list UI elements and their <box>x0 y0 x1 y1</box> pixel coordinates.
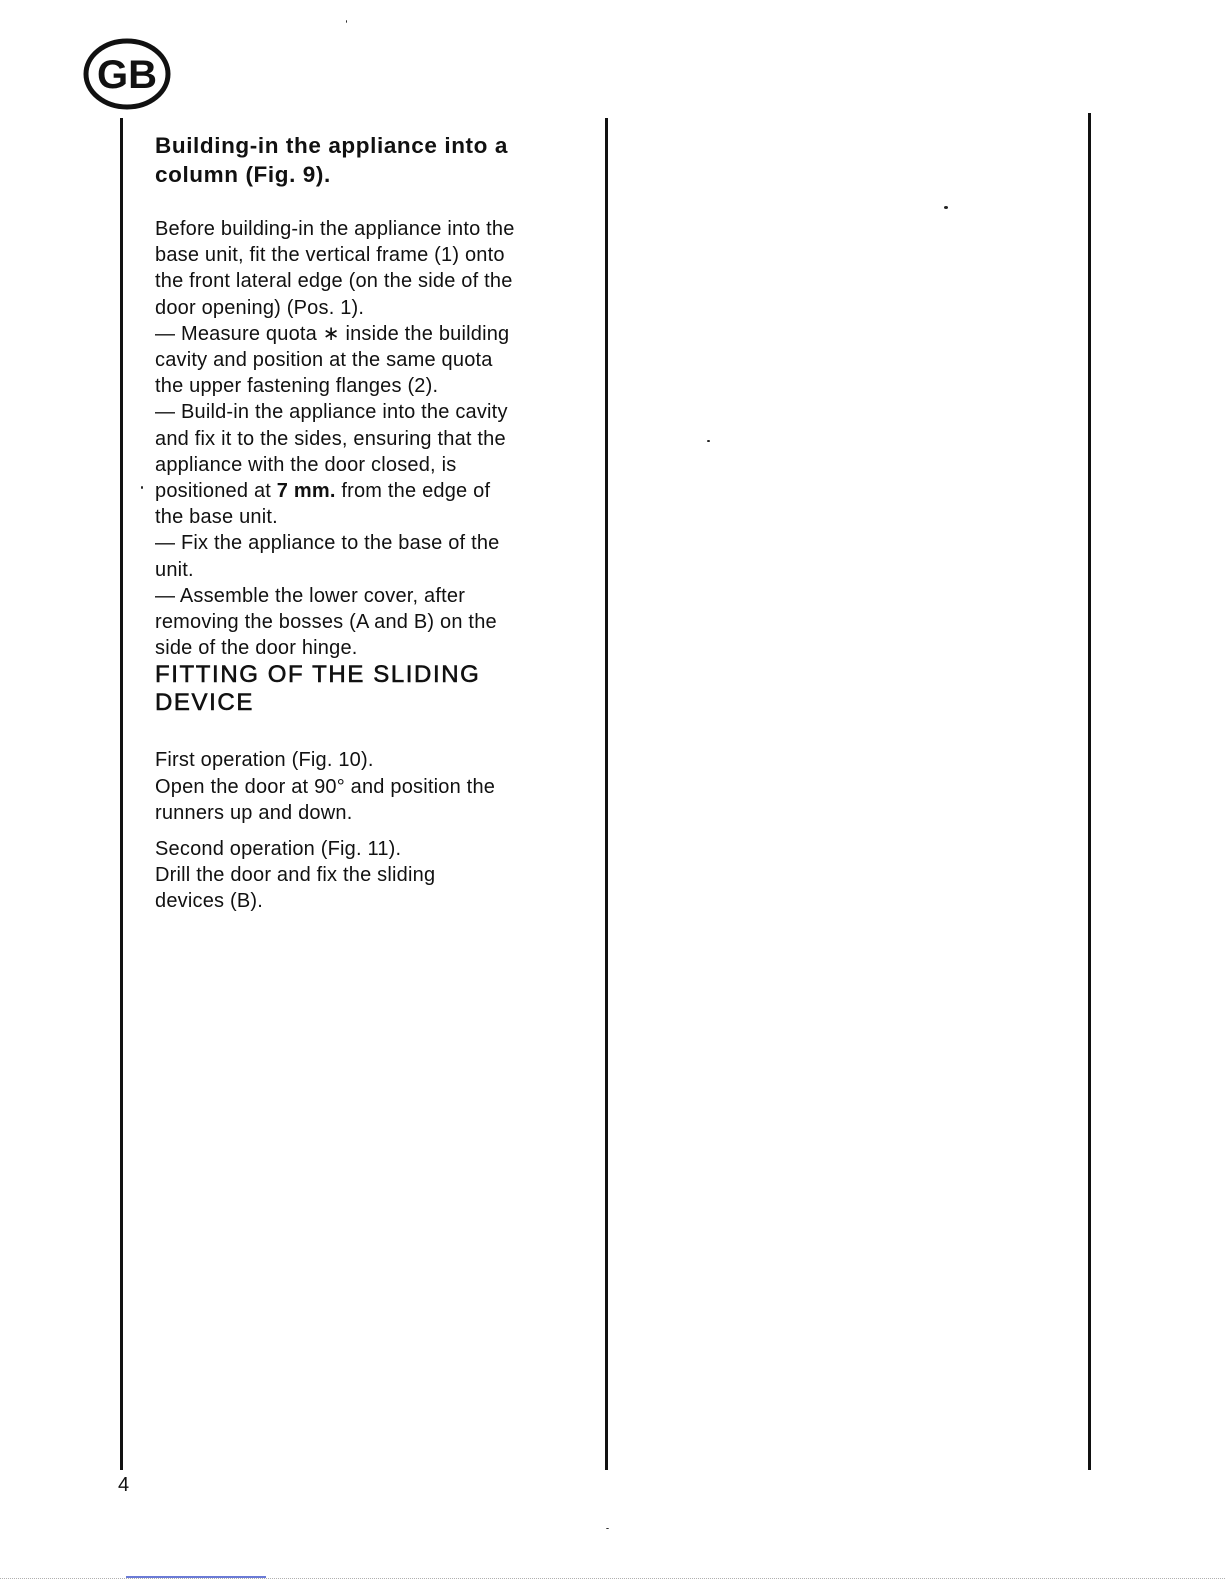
text-line: appliance with the door closed, is <box>155 453 457 476</box>
text-line: — Assemble the lower cover, after <box>155 584 466 607</box>
text-line: — Measure quota ∗ inside the building <box>155 322 510 345</box>
text-run: positioned at <box>155 480 277 503</box>
text-line: runners up and down. <box>155 801 353 824</box>
badge-label: GB <box>97 53 157 97</box>
building-in-heading <box>155 131 600 189</box>
bottom-edge-accent <box>126 1576 266 1578</box>
bottom-edge-line <box>0 1578 1225 1579</box>
second-operation <box>155 836 600 915</box>
fitting-sliding-device-heading <box>155 661 600 717</box>
text-line: the front lateral edge (on the side of the <box>155 270 513 293</box>
left-column-rule <box>120 118 123 1470</box>
text-line: removing the bosses (A and B) on the <box>155 611 497 634</box>
middle-column-rule <box>605 118 608 1470</box>
operation-title: First operation (Fig. 10). <box>155 749 374 772</box>
first-operation <box>155 747 600 826</box>
scan-speck <box>944 206 948 209</box>
text-line: Open the door at 90° and position the <box>155 775 496 798</box>
text-line: cavity and position at the same quota <box>155 349 493 372</box>
text-line: — Fix the appliance to the base of the <box>155 532 500 555</box>
text-line: and fix it to the sides, ensuring that the <box>155 427 506 450</box>
text-line: side of the door hinge. <box>155 637 358 660</box>
text-line: base unit, fit the vertical frame (1) onto <box>155 244 505 267</box>
text-line: devices (B). <box>155 890 263 913</box>
text-line: — Build-in the appliance into the cavity <box>155 401 508 424</box>
text-column <box>155 131 600 915</box>
text-line: Before building-in the appliance into the <box>155 218 515 240</box>
heading-line: DEVICE <box>155 689 254 717</box>
scan-speck <box>141 486 143 489</box>
scan-speck <box>606 1528 609 1529</box>
page-number: 4 <box>118 1474 130 1496</box>
measurement-bold: 7 mm. <box>276 480 336 503</box>
right-column-rule <box>1088 113 1091 1470</box>
heading-line: Building-in the appliance into a <box>155 133 508 158</box>
operation-title: Second operation (Fig. 11). <box>155 838 402 861</box>
gb-badge-icon <box>83 38 171 110</box>
building-in-instructions <box>155 216 600 661</box>
text-line: unit. <box>155 558 194 581</box>
text-line: door opening) (Pos. 1). <box>155 296 365 319</box>
scan-speck <box>346 20 347 23</box>
text-line <box>155 478 600 504</box>
heading-line: FITTING OF THE SLIDING <box>155 661 481 689</box>
country-badge <box>83 38 171 110</box>
text-line: the base unit. <box>155 506 278 529</box>
text-run: from the edge of <box>335 480 491 503</box>
text-line: Drill the door and fix the sliding <box>155 864 436 887</box>
heading-line: column (Fig. 9). <box>155 162 331 187</box>
text-line: the upper fastening flanges (2). <box>155 375 439 398</box>
scan-speck <box>707 440 710 442</box>
